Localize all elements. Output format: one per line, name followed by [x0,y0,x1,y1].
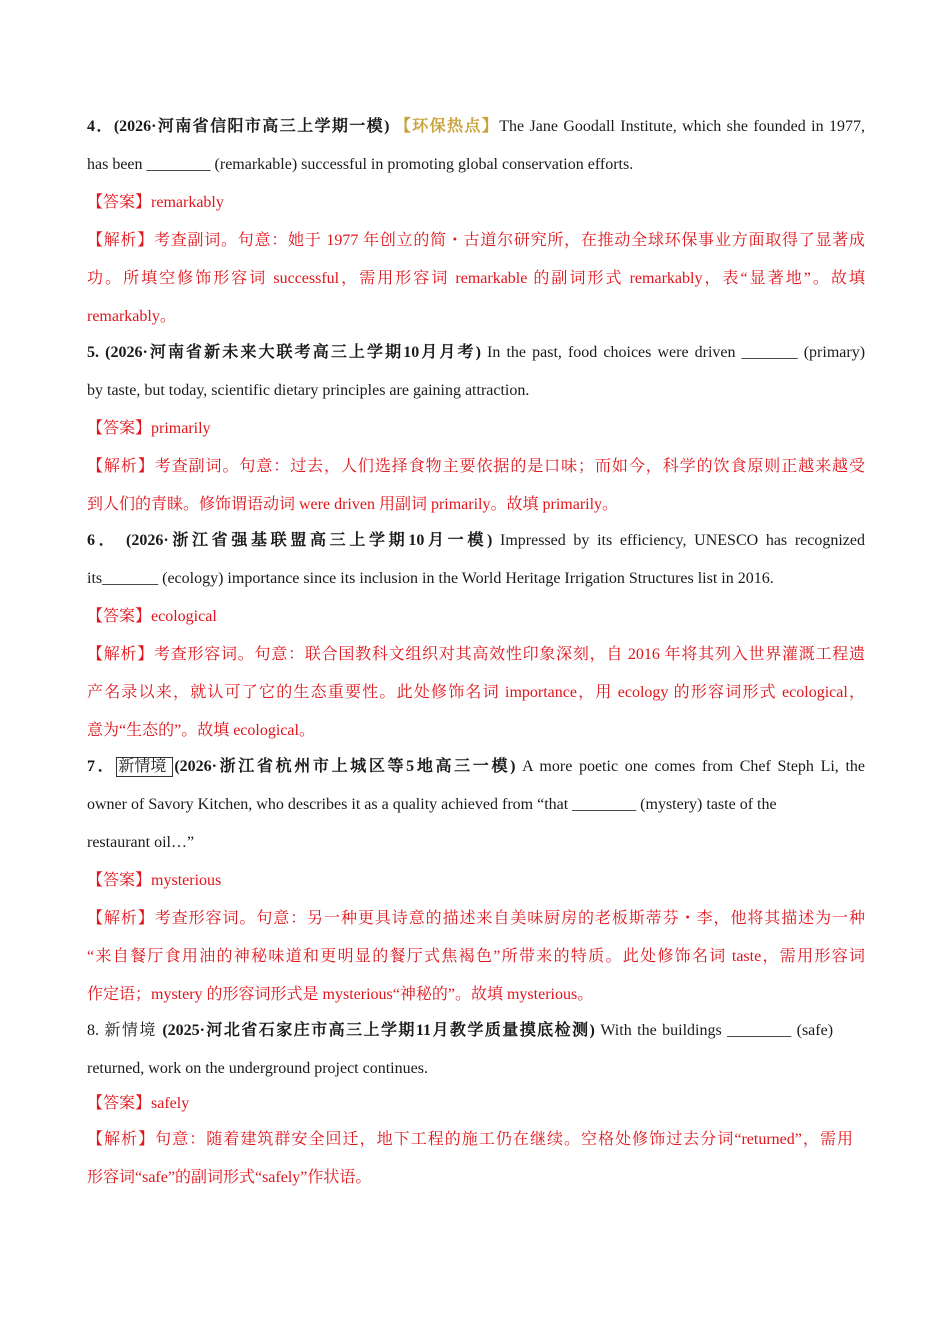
question-4-stem-line1 [87,116,865,138]
question-4-analysis-line3: remarkably。 [87,308,176,325]
answer-label: 【答案】 [87,194,152,211]
question-4-answer [87,192,865,214]
question-7-analysis-line3: 作定语；mystery 的形容词形式是 mysterious“神秘的”。故填 mysterious。 [87,986,594,1003]
analysis-label: 【解析】 [87,1131,156,1148]
question-number: 5. [87,344,99,361]
question-source: (2025·河北省石家庄市高三上学期11月教学质量摸底检测) [162,1022,595,1039]
answer-text: mysterious [151,872,222,889]
question-number: 8. [87,1022,99,1039]
question-7-stem-line3: restaurant oil…” [87,834,195,851]
question-6-stem-line2: its_______ (ecology) importance since its inclusion in the World Heritage Irrigation Structures list in 2016. [87,570,774,587]
answer-label: 【答案】 [87,608,152,625]
question-source: (2026·浙江省强基联盟高三上学期10月一模) [126,532,493,549]
question-8-stem-line2: returned, work on the underground project continues. [87,1060,428,1077]
question-7-analysis-line2: “来自餐厅食用油的神秘味道和更明显的餐厅式焦褐色”所带来的特质。此处修饰名词 taste，需用形容词 [87,948,865,965]
question-stem: Impressed by its efficiency, UNESCO has recognized [500,532,866,549]
analysis-label: 【解析】 [87,910,155,927]
question-6-stem-line1 [87,530,865,552]
question-stem: A more poetic one comes from Chef Steph Li, the [522,758,866,775]
question-6-answer [87,606,865,628]
analysis-label: 【解析】 [87,646,155,663]
question-7-stem-line2: owner of Savory Kitchen, who describes it as a quality achieved from “that ________ (mystery) taste of the [87,796,777,813]
question-6-analysis-line3: 意为“生态的”。故填 ecological。 [87,722,315,739]
analysis-label: 【解析】 [87,458,155,475]
answer-label: 【答案】 [87,872,152,889]
answer-text: safely [151,1095,190,1112]
question-number: 6． [87,532,119,549]
question-5-stem-line1 [87,342,865,364]
question-8-stem-line1 [87,1020,833,1042]
question-5-analysis-line2: 到人们的青睐。修饰谓语动词 were driven 用副词 primarily。故填 primarily。 [87,496,619,513]
answer-text: remarkably [151,194,224,211]
question-4-stem-line2: has been ________ (remarkable) successful in promoting global conservation efforts. [87,156,634,173]
question-4-analysis-line2: 功。所填空修饰形容词 successful，需用形容词 remarkable 的副词形式 remarkably，表“显著地”。故填 [87,270,865,287]
question-7-analysis-line1: 【解析】考查形容词。句意：另一种更具诗意的描述来自美味厨房的老板斯蒂芬・李，他将其描述为一种 [87,910,865,927]
answer-text: ecological [151,608,217,625]
question-stem: The Jane Goodall Institute, which she founded in 1977, [499,118,866,135]
question-source: (2026·浙江省杭州市上城区等5地高三一模) [174,758,516,775]
answer-text: primarily [151,420,211,437]
answer-label: 【答案】 [87,1095,152,1112]
question-4-analysis-line1: 【解析】考查副词。句意：她于 1977 年创立的简・古道尔研究所，在推动全球环保事业方面取得了显著成 [87,232,865,249]
question-number: 7． [87,758,117,775]
question-6-analysis-line1: 【解析】考查形容词。句意：联合国教科文组织对其高效性印象深刻，自 2016 年将其列入世界灌溉工程遗 [87,646,865,663]
question-source: (2026·河南省信阳市高三上学期一模) [113,118,390,135]
question-stem: In the past, food choices were driven _______ (primary) [487,344,866,361]
question-5-answer [87,418,865,440]
question-5-stem-line2: by taste, but today, scientific dietary principles are gaining attraction. [87,382,530,399]
question-number: 4． [87,118,114,135]
question-5-analysis-line1: 【解析】考查副词。句意：过去，人们选择食物主要依据的是口味；而如今，科学的饮食原则正越来越受 [87,458,865,475]
question-source: (2026·河南省新未来大联考高三上学期10月月考) [105,344,481,361]
answer-label: 【答案】 [87,420,152,437]
question-8-analysis-line2: 形容词“safe”的副词形式“safely”作状语。 [87,1169,372,1186]
question-6-analysis-line2: 产名录以来，就认可了它的生态重要性。此处修饰名词 importance，用 ecology 的形容词形式 ecological， [87,684,865,701]
question-stem: With the buildings ________ (safe) [600,1022,834,1039]
question-7-answer [87,870,865,892]
question-8-answer [87,1093,865,1115]
question-8-analysis-line1: 【解析】句意：随着建筑群安全回迁，地下工程的施工仍在继续。空格处修饰过去分词“returned”，需用 [87,1131,853,1148]
new-context-tag: 新情境 [116,757,173,777]
analysis-label: 【解析】 [87,232,155,249]
topic-tag: 【环保热点】 [394,118,500,135]
new-context-tag: 新情境 [104,1022,157,1039]
question-7-stem-line1 [87,756,865,778]
